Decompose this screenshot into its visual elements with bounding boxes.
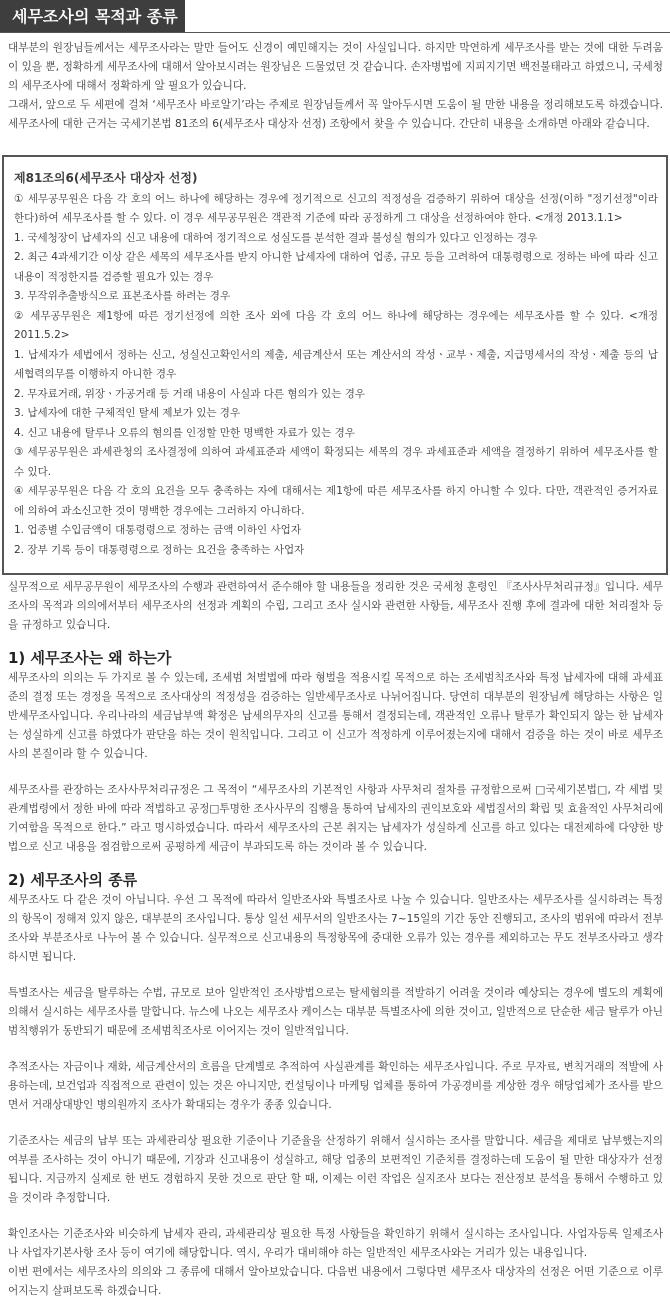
section-paragraph: 추적조사는 자금이나 재화, 세금계산서의 흐름을 단계별로 추적하여 사실관계를 확인하는 세무조사입니다. 주로 무자료, 변칙거래의 적발에 사용하는데, 보건업과 직접적으로 관련이 있는 것은 아니지만, 컨설팅이나 마케팅 업체를 통하여 가공경비를 계상한 경우 해당업체가 조사를 받으면서 거래상대방인 병의원까지 조사가 확대되는 경우가 종종 있습니다. [8,1061,663,1111]
law-clause: 4. 신고 내용에 탈루나 오류의 혐의를 인정할 만한 명백한 자료가 있는 경우 [14,426,355,439]
section-heading: 2) 세무조사의 종류 [8,871,138,889]
intro-paragraph: 대부분의 원장님들께서는 세무조사라는 말만 들어도 신경이 예민해지는 것이 사실입니다. 하지만 막연하게 세무조사를 받는 것에 대한 두려움이 있을 뿐, 정확하게 세무조사에 대해서 알아보시려는 원장님은 드물었던 것 같습니다. 손자병법에 지피지기면 백전불태라고 하였으니, 국세청의 세무조사에 대해서 정확하게 알 필요가 있습니다. [8,42,663,92]
law-clause: ④ 세무공무원은 다음 각 호의 요건을 모두 충족하는 자에 대해서는 제1항에 따른 세무조사를 하지 아니할 수 있다. 다만, 객관적인 증거자료에 의하여 과소신고한 것이 명백한 경우에는 그러하지 아니하다. [14,485,658,517]
section-paragraph: 특별조사는 세금을 탈루하는 수법, 규모로 보아 일반적인 조사방법으로는 탈세혐의를 적발하기 어려울 것이라 예상되는 경우에 별도의 계획에 의해서 실시하는 세무조사를 말합니다. 뉴스에 나오는 세무조사 케이스는 대부분 특별조사에 의한 것이고, 일반적으로 단순한 세금 탈루가 아닌 범칙행위가 동반되기 때문에 조세범칙조사로 이어지는 것이 일반적입니다. [8,987,663,1037]
law-clause: 2. 최근 4과세기간 이상 같은 세목의 세무조사를 받지 아니한 납세자에 대하여 업종, 규모 등을 고려하여 대통령령으로 정하는 바에 따라 신고 내용이 적정한지를 검증할 필요가 있는 경우 [14,251,658,283]
law-article-title: 제81조의6(세무조사 대상자 선정) [14,171,198,185]
section-paragraph: 확인조사는 기준조사와 비슷하게 납세자 관리, 과세관리상 필요한 특정 사항들을 확인하기 위해서 실시하는 조사입니다. 사업자등록 일제조사나 사업자기본사항 조사 등이 여기에 해당합니다. 역시, 우리가 대비해야 하는 일반적인 세무조사와는 거리가 있는 내용입니다. [8,1228,663,1259]
section-heading: 1) 세무조사는 왜 하는가 [8,649,172,667]
paragraph-gap [8,967,663,984]
body-intro-paragraph: 실무적으로 세무공무원이 세무조사의 수행과 관련하여서 준수해야 할 내용들을 정리한 것은 국세청 훈령인 『조사사무처리규정』입니다. 세무조사의 목적과 의의에서부터 세무조사의 선정과 계획의 수립, 그리고 조사 실시와 관련한 사항들, 세무조사 진행 후에 결과에 대한 처리절차 등을 규정하고 있습니다. [8,581,663,631]
law-clause: 2. 장부 기록 등이 대통령령으로 정하는 요건을 충족하는 사업자 [14,543,305,556]
section-paragraph: 세무조사의 의의는 두 가지로 볼 수 있는데, 조세범 처벌법에 따라 형벌을 적용시킬 목적으로 하는 조세범칙조사와 특정 납세자에 대해 과세표준의 결정 또는 경정을 목적으로 조사대상의 적정성을 검증하는 일반세무조사로 나뉘어집니다. 당연히 대부분의 원장님께 해당하는 사항은 일반세무조사입니다. 우리나라의 세금납부액 확정은 납세의무자의 신고를 통해서 결정되는데, 객관적인 오류나 탈루가 확인되지 않는 한 납세자는 성실하게 신고를 하였다가 판단을 하는 것이 원칙입니다. 그리고 이 신고가 적정하게 이루어졌는지에 대해서 검증을 하는 것이 바로 세무조사의 본질이라 할 수 있습니다. [8,672,663,760]
law-article-box [2,155,668,575]
paragraph-gap [8,1115,663,1132]
section-paragraph: 이번 편에서는 세무조사의 의의와 그 종류에 대해서 알아보았습니다. 다음번 내용에서 그렇다면 세무조사 대상자의 선정은 어떤 기준으로 이루어지는지 살펴보도록 하겠습니다. [8,1266,663,1297]
law-clause: 2. 무자료거래, 위장ㆍ가공거래 등 거래 내용이 사실과 다른 혐의가 있는 경우 [14,387,366,400]
paragraph-gap [8,764,663,781]
law-clause: 3. 납세자에 대한 구체적인 탈세 제보가 있는 경우 [14,407,241,419]
article-body [8,578,663,1301]
intro-section [8,39,663,134]
section-paragraph: 세무조사도 다 같은 것이 아닙니다. 우선 그 목적에 따라서 일반조사와 특별조사로 나눌 수 있습니다. 일반조사는 세무조사를 실시하려는 특정의 항목이 정해져 있지 않은, 대부분의 조사입니다. 통상 일선 세무서의 일반조사는 7~15일의 기간 동안 진행되고, 조사의 범위에 따라서 전부조사와 부분조사로 나누어 볼 수 있습니다. 실무적으로 신고내용의 특정항목에 중대한 오류가 있는 경우를 제외하고는 무도 전부조사라고 생각하시면 됩니다. [8,894,663,963]
paragraph-gap [8,1208,663,1225]
law-clause: ② 세무공무원은 제1항에 따른 정기선정에 의한 조사 외에 다음 각 호의 어느 하나에 해당하는 경우에는 세무조사를 할 수 있다. <개정 2011.5.2> [14,309,658,341]
title-divider [0,32,670,33]
intro-paragraph: 그래서, 앞으로 두 세편에 걸쳐 ‘세무조사 바로알기’라는 주제로 원장님들께서 꼭 알아두시면 도움이 될 만한 내용을 정리해보도록 하겠습니다. 세무조사에 대한 근거는 국세기본법 81조의 6(세무조사 대상자 선정) 조항에서 찾을 수 있습니다. 간단히 내용을 소개하면 아래와 같습니다. [8,99,663,130]
law-clause: 1. 납세자가 세법에서 정하는 신고, 성실신고확인서의 제출, 세금계산서 또는 계산서의 작성ㆍ교부ㆍ제출, 지급명세서의 작성ㆍ제출 등의 납세협력의무를 이행하지 아니한 경우 [14,348,658,380]
law-clause: 3. 무작위추출방식으로 표본조사를 하려는 경우 [14,290,231,302]
law-clause: ① 세무공무원은 다음 각 호의 어느 하나에 해당하는 경우에 정기적으로 신고의 적정성을 검증하기 위하여 대상을 선정(이하 "정기선정"이라 한다)하여 세무조사를 할 수 있다. 이 경우 세무공무원은 객관적 기준에 따라 공정하게 그 대상을 선정하여야 한다. <개정 2013.1.1> [14,192,658,224]
page-title: 세무조사의 목적과 종류 [0,0,185,33]
law-clause: ③ 세무공무원은 과세관청의 조사결정에 의하여 과세표준과 세액이 확정되는 세목의 경우 과세표준과 세액을 결정하기 위하여 세무조사를 할 수 있다. [14,446,658,478]
law-clause: 1. 국세청장이 납세자의 신고 내용에 대하여 정기적으로 성실도를 분석한 결과 불성실 혐의가 있다고 인정하는 경우 [14,231,538,244]
section-paragraph: 세무조사를 관장하는 조사사무처리규정은 그 목적이 “세무조사의 기본적인 사항과 사무처리 절차를 규정함으로써 □국세기본법□, 각 세법 및 관계법령에서 정한 바에 따라 적법하고 공정□투명한 조사사무의 집행을 통하여 납세자의 권익보호와 세법질서의 확립 및 효율적인 사무처리에 기여함을 목적으로 한다.” 라고 명시하였습니다. 따라서 세무조사의 근본 취지는 납세자가 성실하게 신고를 하고 있다는 대전제하에 다양한 방법으로 신고 내용을 점검함으로써 공평하게 세금이 부과되도록 하는 것이라 볼 수 있습니다. [8,784,663,853]
law-clause: 1. 업종별 수입금액이 대통령령으로 정하는 금액 이하인 사업자 [14,524,301,536]
section-paragraph: 기준조사는 세금의 납부 또는 과세관리상 필요한 기준이나 기준율을 산정하기 위해서 실시하는 조사를 말합니다. 세금을 제대로 납부했는지의 여부를 조사하는 것이 아니기 때문에, 기장과 신고내용이 성실하고, 해당 업종의 보편적인 기준치를 결정하는데 도움이 될 만한 대상자가 선정됩니다. 지금까지 실제로 한 번도 경험하지 못한 것으로 판단 할 때, 이제는 이런 작업은 실지조사 보다는 전산정보 분석을 통해서 수행하고 있을 것이라 추정합니다. [8,1135,663,1204]
paragraph-gap [8,1041,663,1058]
